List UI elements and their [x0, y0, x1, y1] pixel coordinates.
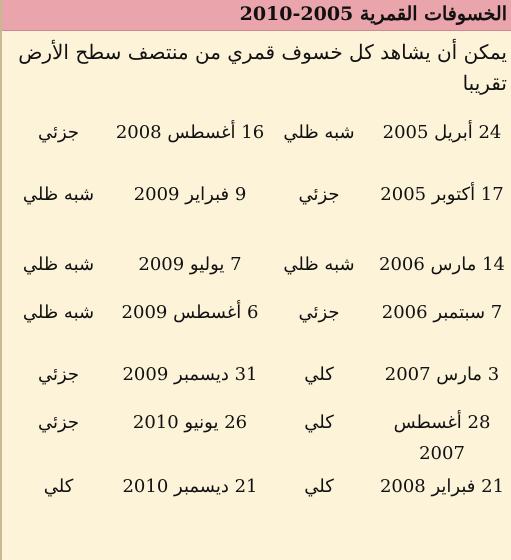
eclipse-date: 16 أغسطس 2008	[115, 122, 265, 143]
eclipse-date: 17 أكتوبر 2005	[380, 184, 504, 205]
eclipse-type: شبه ظلي	[283, 122, 355, 143]
table-row	[2, 112, 511, 179]
eclipse-date: 21 فبراير 2008	[379, 476, 505, 497]
eclipse-date: 24 أبريل 2005	[382, 122, 502, 143]
eclipse-type: جزئي	[298, 184, 340, 205]
eclipse-type: كلي	[304, 364, 334, 385]
intro-text: يمكن أن يشاهد كل خسوف قمري من منتصف سطح الأرض تقريبا	[18, 40, 507, 95]
eclipse-type: كلي	[304, 412, 334, 433]
eclipse-type: كلي	[43, 476, 74, 497]
eclipse-date: 7 سبتمبر 2006	[381, 302, 503, 323]
eclipse-type: جزئي	[298, 302, 340, 323]
table-row	[2, 359, 511, 407]
table-row	[2, 297, 511, 359]
eclipse-date: 31 ديسمبر 2009	[122, 364, 258, 385]
eclipse-date: 6 أغسطس 2009	[121, 302, 259, 323]
table-row	[2, 469, 511, 511]
infobox-title: الخسوفات القمرية 2005-2010	[2, 0, 511, 31]
eclipse-table	[2, 112, 511, 511]
eclipse-date: 7 يوليو 2009	[138, 254, 242, 275]
eclipse-date: 28 أغسطس 2007	[393, 412, 491, 464]
table-row	[2, 407, 511, 469]
eclipse-date: 21 ديسمبر 2010	[122, 476, 258, 497]
eclipse-type: شبه ظلي	[283, 254, 355, 275]
table-row	[2, 249, 511, 297]
eclipse-type: شبه ظلي	[22, 302, 95, 323]
eclipse-date: 14 مارس 2006	[379, 254, 505, 275]
eclipse-type: شبه ظلي	[22, 184, 95, 205]
eclipse-type: جزئي	[37, 412, 80, 433]
eclipse-type: جزئي	[37, 364, 80, 385]
eclipse-type: شبه ظلي	[22, 254, 95, 275]
eclipse-date: 26 يونيو 2010	[132, 412, 248, 433]
eclipse-type: جزئي	[37, 122, 80, 143]
eclipse-date: 3 مارس 2007	[384, 364, 500, 385]
eclipse-type: كلي	[304, 476, 334, 497]
table-row	[2, 179, 511, 249]
eclipse-date: 9 فبراير 2009	[133, 184, 247, 205]
